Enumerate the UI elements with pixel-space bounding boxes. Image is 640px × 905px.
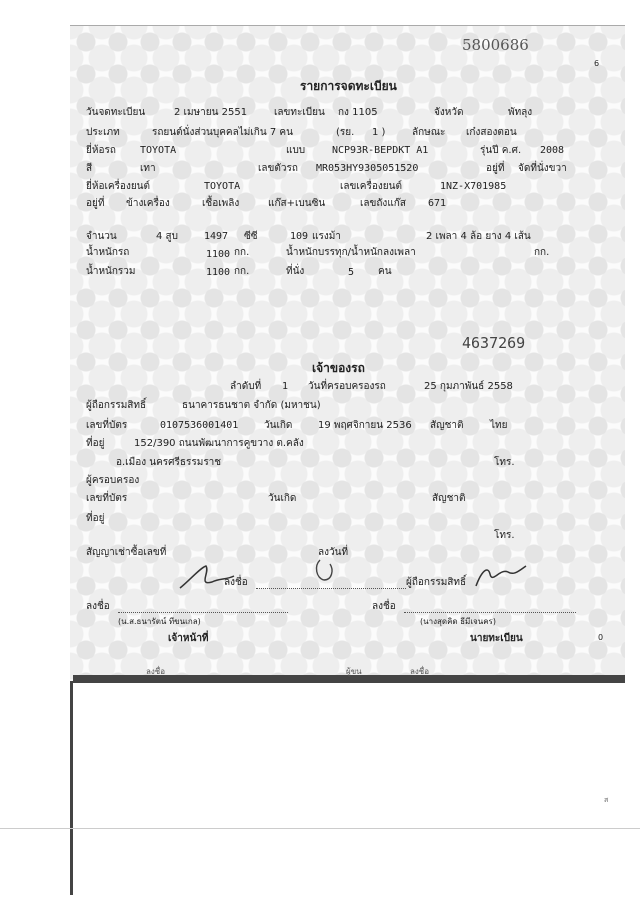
type-label: ประเภท — [86, 127, 120, 138]
vehicle-type: รถยนต์นั่งส่วนบุคคลไม่เกิน 7 คน — [152, 127, 293, 138]
model: NCP93R-BEPDKT A1 — [332, 145, 429, 156]
color-label: สี — [86, 163, 93, 174]
order: 1 — [282, 381, 289, 392]
weight: 1100 — [206, 249, 231, 260]
class-label: (รย. — [336, 127, 355, 138]
located: จัดที่นั่งขวา — [518, 163, 567, 174]
engine-brand: TOYOTA — [204, 181, 241, 192]
bottom-mid-label: ผู้ขน — [346, 667, 362, 676]
tel-label: โทร. — [494, 457, 515, 468]
scan-edge-strip — [73, 675, 625, 683]
registrar-sign-label: ลงชื่อ — [372, 601, 396, 612]
officer-role: เจ้าหน้าที่ — [168, 633, 209, 644]
right-mark: 0 — [598, 633, 604, 642]
holder-id-label: เลขที่บัตร — [86, 493, 128, 504]
load-unit: กก. — [534, 247, 550, 258]
page-mark: 6 — [594, 59, 600, 68]
owner-sign-role: ผู้ถือกรรมสิทธิ์ — [406, 577, 467, 588]
dob-label: วันเกิด — [264, 420, 293, 431]
seats: 5 — [348, 267, 355, 278]
color: เทา — [140, 163, 156, 174]
order-label: ลำดับที่ — [230, 381, 262, 392]
holder-label: ผู้ครอบครอง — [86, 475, 140, 486]
scan-fold-line — [0, 828, 640, 829]
registration-sheet — [70, 25, 625, 681]
engine-brand-label: ยี่ห้อเครื่องยนต์ — [86, 181, 151, 192]
axles: 2 เพลา 4 ล้อ ยาง 4 เส้น — [426, 231, 531, 242]
bottom-sign-label-2: ลงชื่อ — [410, 667, 430, 676]
officer-sign-line — [118, 612, 288, 613]
footer-mark: ส — [604, 796, 609, 804]
gross-label: น้ำหนักรวม — [86, 266, 136, 277]
nationality-label: สัญชาติ — [430, 420, 464, 431]
vehicle-char: เก๋งสองตอน — [466, 127, 517, 138]
handwritten-doc-number: 5800686 — [462, 36, 529, 54]
model-label: แบบ — [286, 145, 306, 156]
lease-date-label: ลงวันที่ — [318, 547, 349, 558]
year: 2008 — [540, 145, 565, 156]
reg-date-label: วันจดทะเบียน — [86, 107, 146, 118]
owner-sign-line — [256, 588, 406, 589]
load-label: น้ำหนักบรรทุก/น้ำหนักลงเพลา — [286, 247, 416, 258]
owner-sign-label: ลงชื่อ — [224, 577, 248, 588]
section-title-registration: รายการจดทะเบียน — [300, 79, 397, 93]
chassis: MR053HY9305051520 — [316, 163, 419, 174]
owner-label: ผู้ถือกรรมสิทธิ์ — [86, 400, 147, 411]
gross-weight: 1100 — [206, 267, 231, 278]
engine-at: ข้างเครื่อง — [126, 198, 170, 209]
registrar-sign-line — [404, 612, 576, 613]
lease-label: สัญญาเช่าซื้อเลขที่ — [86, 547, 167, 558]
bottom-sign-label-1: ลงชื่อ — [146, 667, 166, 676]
address-label: ที่อยู่ — [86, 438, 105, 449]
id-label: เลขที่บัตร — [86, 420, 128, 431]
cylinders: 4 สูบ — [156, 231, 178, 242]
province-label: จังหวัด — [434, 107, 464, 118]
cc: 1497 — [204, 231, 229, 242]
holder-nat-label: สัญชาติ — [432, 493, 466, 504]
cc-label: ซีซี — [244, 231, 258, 242]
gas-tank: 671 — [428, 198, 447, 209]
serial-number: 4637269 — [462, 334, 526, 352]
chassis-label: เลขตัวรถ — [258, 163, 298, 174]
engine-no: 1NZ-X701985 — [440, 181, 507, 192]
owner-signature — [470, 562, 530, 594]
person-unit: คน — [378, 266, 392, 277]
officer-name: (น.ส.ธนารัตน์ ทีขนเกล) — [118, 617, 201, 626]
own-date-label: วันที่ครอบครองรถ — [308, 381, 386, 392]
holder-dob-label: วันเกิด — [268, 493, 297, 504]
brand: TOYOTA — [140, 145, 177, 156]
registrar-name: (นางสุดคิด ธีมีเจนคร) — [420, 617, 496, 626]
class-no: 1 ) — [372, 127, 386, 138]
holder-tel-label: โทร. — [494, 530, 515, 541]
section-title-owner: เจ้าของรถ — [312, 361, 365, 375]
brand-label: ยี่ห้อรถ — [86, 145, 116, 156]
reg-date: 2 เมษายน 2551 — [174, 107, 248, 118]
fuel-label: เชื้อเพลิง — [202, 198, 240, 209]
weight-label: น้ำหนักรถ — [86, 247, 130, 258]
id-number: 0107536001401 — [160, 420, 239, 431]
officer-signature — [176, 562, 238, 594]
own-date: 25 กุมภาพันธ์ 2558 — [424, 381, 513, 392]
count-label: จำนวน — [86, 231, 117, 242]
year-label: รุ่นปี ค.ศ. — [480, 145, 522, 156]
holder-address-label: ที่อยู่ — [86, 513, 105, 524]
hp-label: แรงม้า — [312, 231, 341, 242]
nationality: ไทย — [490, 420, 508, 431]
registrar-role: นายทะเบียน — [470, 633, 523, 644]
reg-no: กง 1105 — [338, 107, 378, 118]
address-line1: 152/390 ถนนพัฒนาการคูขวาง ต.คลัง — [134, 438, 304, 449]
weight-unit: กก. — [234, 247, 250, 258]
engine-at-label: อยู่ที่ — [86, 198, 105, 209]
horsepower: 109 — [290, 231, 309, 242]
char-label: ลักษณะ — [412, 127, 446, 138]
engine-no-label: เลขเครื่องยนต์ — [340, 181, 402, 192]
dob: 19 พฤศจิกายน 2536 — [318, 420, 412, 431]
fuel: แก๊ส+เบนซิน — [268, 198, 326, 209]
handwritten-mark — [310, 556, 340, 586]
officer-sign-label: ลงชื่อ — [86, 601, 110, 612]
province: พัทลุง — [508, 107, 533, 118]
located-label: อยู่ที่ — [486, 163, 505, 174]
gross-unit: กก. — [234, 266, 250, 277]
seats-label: ที่นั่ง — [286, 266, 305, 277]
reg-no-label: เลขทะเบียน — [274, 107, 325, 118]
address-line2: อ.เมือง นครศรีธรรมราช — [116, 457, 222, 468]
gas-tank-label: เลขถังแก๊ส — [360, 198, 406, 209]
owner-name: ธนาคารธนชาต จำกัด (มหาชน) — [182, 400, 321, 411]
